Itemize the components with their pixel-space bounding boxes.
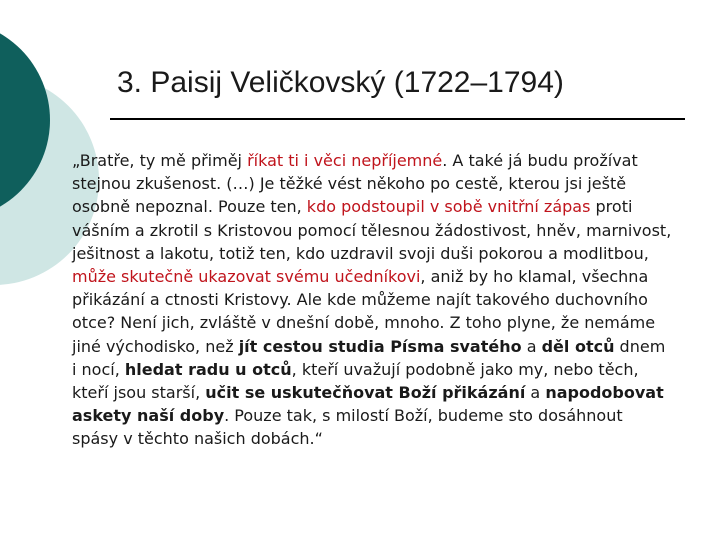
- quote-emphasis-red: kdo podstoupil v sobě vnitřní zápas: [306, 197, 591, 217]
- quote-segment: „Bratře, ty mě přiměj: [72, 151, 248, 170]
- quote-segment: , kteří uvažují podobně jako my, nebo těch, kteří jsou starší,: [72, 359, 639, 403]
- quote-segment: proti vášním a zkrotil s Kristovou pomocí tělesnou žádostivost, hněv, marnivost, ješitnost a lakotu, totiž ten, kdo uzdravil svoji duši pokorou a modlitbou,: [72, 197, 672, 263]
- slide-title: 3. Paisij Veličkovský (1722–1794): [117, 66, 564, 99]
- quote-emphasis-bold: jít cestou studia Písma svatého: [238, 336, 522, 356]
- quote-paragraph: [72, 149, 672, 451]
- quote-segment: . A také já budu prožívat stejnou zkušenost. (…) Je těžké vést někoho po cestě, kterou jsi ještě osobně nepoznal. Pouze ten,: [72, 151, 638, 217]
- quote-segment: dnem i nocí,: [72, 336, 666, 379]
- quote-segment: . Pouze tak, s milostí Boží, budeme sto dosáhnout spásy v těchto našich dobách.“: [72, 406, 623, 449]
- quote-emphasis-bold: učit se uskutečňovat Boží přikázání: [205, 383, 526, 403]
- quote-emphasis-bold: hledat radu u otců: [124, 359, 292, 379]
- quote-emphasis-bold: děl otců: [541, 336, 615, 356]
- quote-emphasis-red: může skutečně ukazovat svému učedníkovi: [72, 267, 421, 287]
- quote-segment: , aniž by ho klamal, všechna přikázání a ctnosti Kristovy. Ale kde můžeme najít takového duchovního otce? Není jich, zvláště v dnešní době, mnoho. Z toho plyne, že nemáme jiné východisko, než: [72, 267, 656, 356]
- title-divider: [110, 118, 685, 120]
- quote-segment: a: [521, 336, 542, 356]
- quote-emphasis-bold: napodobovat askety naší doby: [72, 383, 664, 426]
- quote-segment: a: [525, 383, 546, 403]
- quote-emphasis-red: říkat ti i věci nepříjemné: [247, 151, 443, 170]
